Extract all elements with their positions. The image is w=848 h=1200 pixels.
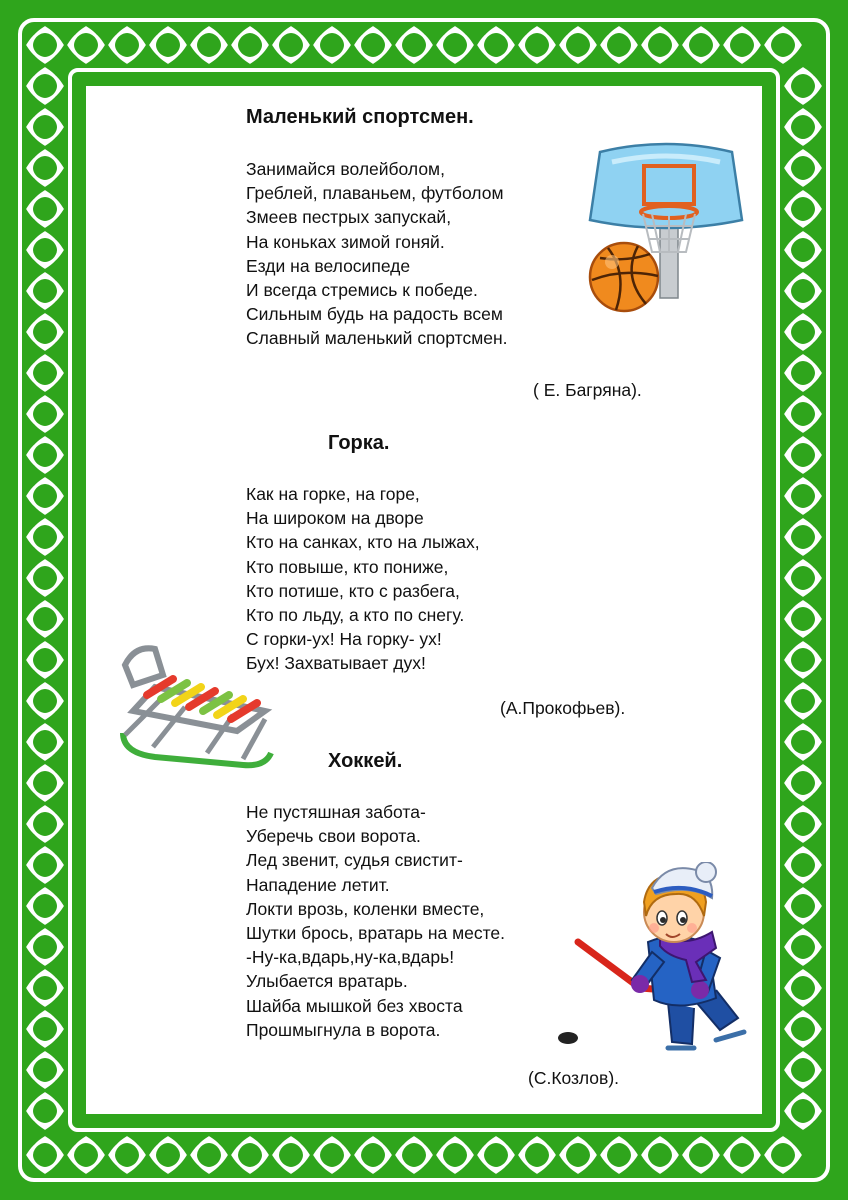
poem-1-text <box>246 157 507 351</box>
poem-line: Не пустяшная забота- <box>246 802 426 822</box>
poem-1-title: Маленький спортсмен. <box>246 106 474 128</box>
poem-line: Улыбается вратарь. <box>246 971 408 992</box>
poem-line: Локти врозь, коленки вместе, <box>246 898 485 919</box>
poem-line: Шутки брось, вратарь на месте. <box>246 923 506 944</box>
poem-line: Кто потише, кто с разбега, <box>246 580 460 601</box>
poem-2-title: Горка. <box>328 432 390 454</box>
poem-3-title: Хоккей. <box>328 750 403 772</box>
sled-icon <box>115 635 280 770</box>
poem-line: Уберечь свои ворота. <box>246 826 421 847</box>
poem-line: Езди на велосипеде <box>246 255 411 276</box>
poem-line: Занимайся волейболом, <box>246 159 445 179</box>
poem-line: Бух! Захватывает дух! <box>246 653 426 674</box>
poem-line: На коньках зимой гоняй. <box>246 231 445 252</box>
poem-2-text <box>246 482 480 676</box>
poem-line: -Ну-ка,вдарь,ну-ка,вдарь! <box>246 947 455 968</box>
poem-line: Как на горке, на горе, <box>246 484 420 504</box>
poem-line: Шайба мышкой без хвоста <box>246 995 463 1016</box>
poem-line: И всегда стремись к победе. <box>246 280 478 301</box>
poem-line: Кто повыше, кто пониже, <box>246 556 449 577</box>
hockey-boy-icon <box>556 862 756 1054</box>
poem-1-author: ( Е. Багряна). <box>533 380 642 400</box>
poem-3-text <box>246 800 505 1042</box>
poem-line: Греблей, плаваньем, футболом <box>246 183 504 204</box>
poem-line: На широком на дворе <box>246 508 424 529</box>
poem-2-author: (А.Прокофьев). <box>500 698 626 718</box>
poem-3-author: (С.Козлов). <box>528 1068 620 1088</box>
basketball-icon <box>586 240 664 314</box>
poem-line: С горки-ух! На горку- ух! <box>246 629 442 650</box>
poem-line: Кто на санках, кто на лыжах, <box>246 532 480 553</box>
poem-line: Кто по льду, а кто по снегу. <box>246 605 465 626</box>
poem-line: Лед звенит, судья свистит- <box>246 850 463 871</box>
poem-line: Славный маленький спортсмен. <box>246 328 508 349</box>
poem-line: Сильным будь на радость всем <box>246 304 503 325</box>
poem-line: Прошмыгнула в ворота. <box>246 1019 441 1040</box>
poem-line: Змеев пестрых запускай, <box>246 207 452 228</box>
poem-line: Нападение летит. <box>246 874 390 895</box>
